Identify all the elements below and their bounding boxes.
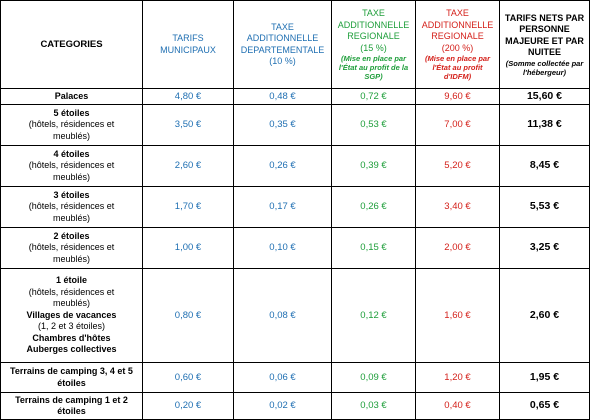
header-idfm-note: (Mise en place par l'État au profit d'IDFM)	[424, 54, 491, 81]
idfm-cell: 3,40 €	[416, 187, 500, 228]
municipal-cell: 1,00 €	[143, 228, 234, 269]
table-body	[1, 89, 590, 420]
category-line: (1, 2 et 3 étoiles)	[37, 321, 106, 332]
sgp-cell: 0,72 €	[332, 89, 416, 105]
category-line: meublés)	[52, 298, 90, 309]
total-cell: 1,95 €	[500, 363, 590, 393]
total-cell: 11,38 €	[500, 105, 590, 146]
municipal-cell: 1,70 €	[143, 187, 234, 228]
category-cell	[1, 363, 143, 393]
departemental-cell: 0,48 €	[234, 89, 332, 105]
departemental-cell: 0,06 €	[234, 363, 332, 393]
total-cell: 5,53 €	[500, 187, 590, 228]
table-row	[1, 363, 590, 393]
idfm-cell: 5,20 €	[416, 146, 500, 187]
sgp-cell: 0,03 €	[332, 393, 416, 420]
municipal-cell: 0,80 €	[143, 269, 234, 363]
total-cell: 3,25 €	[500, 228, 590, 269]
category-line: (hôtels, résidences et	[28, 160, 115, 171]
total-cell: 2,60 €	[500, 269, 590, 363]
category-line: meublés)	[52, 171, 90, 182]
category-line: (hôtels, résidences et	[28, 286, 115, 297]
idfm-cell: 7,00 €	[416, 105, 500, 146]
municipal-cell: 2,60 €	[143, 146, 234, 187]
category-line: étoiles	[57, 377, 86, 388]
category-line: meublés)	[52, 130, 90, 141]
category-line: Palaces	[54, 90, 89, 101]
category-line: 1 étoile	[55, 275, 87, 286]
category-cell	[1, 269, 143, 363]
header-municipal: TARIFS MUNICIPAUX	[143, 1, 234, 89]
category-cell	[1, 89, 143, 105]
total-cell: 15,60 €	[500, 89, 590, 105]
table-row	[1, 89, 590, 105]
municipal-cell: 0,60 €	[143, 363, 234, 393]
departemental-cell: 0,35 €	[234, 105, 332, 146]
departemental-cell: 0,08 €	[234, 269, 332, 363]
sgp-cell: 0,15 €	[332, 228, 416, 269]
municipal-cell: 3,50 €	[143, 105, 234, 146]
category-line: 2 étoiles	[53, 230, 90, 241]
header-row	[1, 1, 590, 89]
category-line: 3 étoiles	[53, 189, 90, 200]
idfm-cell: 0,40 €	[416, 393, 500, 420]
departemental-cell: 0,10 €	[234, 228, 332, 269]
header-sgp-note: (Mise en place par l'État au profit de la SGP)	[338, 54, 409, 81]
sgp-cell: 0,26 €	[332, 187, 416, 228]
idfm-cell: 9,60 €	[416, 89, 500, 105]
category-cell	[1, 105, 143, 146]
municipal-cell: 0,20 €	[143, 393, 234, 420]
municipal-cell: 4,80 €	[143, 89, 234, 105]
category-line: Terrains de camping 1 et 2	[15, 394, 128, 405]
header-total: TARIFS NETS PAR PERSONNE MAJEURE ET PAR NUITEE (Somme collectée par l'hébergeur)	[500, 1, 590, 89]
departemental-cell: 0,26 €	[234, 146, 332, 187]
header-total-note: (Somme collectée par l'hébergeur)	[505, 58, 584, 77]
table-row	[1, 269, 590, 363]
header-regionale-idfm: TAXE ADDITIONNELLE REGIONALE (200 %) (Mise en place par l'État au profit d'IDFM)	[416, 1, 500, 89]
category-cell	[1, 393, 143, 420]
sgp-cell: 0,39 €	[332, 146, 416, 187]
category-line: Terrains de camping 3, 4 et 5	[10, 366, 133, 376]
table-row	[1, 393, 590, 420]
table-row	[1, 105, 590, 146]
category-line: meublés)	[52, 253, 90, 264]
category-cell	[1, 146, 143, 187]
category-cell	[1, 187, 143, 228]
category-line: 4 étoiles	[53, 148, 90, 159]
sgp-cell: 0,09 €	[332, 363, 416, 393]
idfm-cell: 2,00 €	[416, 228, 500, 269]
header-regionale-sgp: TAXE ADDITIONNELLE REGIONALE (15 %) (Mise en place par l'État au profit de la SGP)	[332, 1, 416, 89]
category-line: étoiles	[57, 406, 86, 416]
table-row	[1, 146, 590, 187]
idfm-cell: 1,60 €	[416, 269, 500, 363]
category-line: meublés)	[52, 212, 90, 223]
header-categories: CATEGORIES	[1, 1, 143, 89]
category-line: Auberges collectives	[26, 344, 117, 355]
category-line: (hôtels, résidences et	[28, 119, 115, 130]
category-line: (hôtels, résidences et	[28, 242, 115, 253]
category-line: Chambres d'hôtes	[32, 332, 111, 343]
category-cell	[1, 228, 143, 269]
header-departemental: TAXE ADDITIONNELLE DEPARTEMENTALE (10 %)	[234, 1, 332, 89]
category-line: (hôtels, résidences et	[28, 201, 115, 212]
departemental-cell: 0,17 €	[234, 187, 332, 228]
departemental-cell: 0,02 €	[234, 393, 332, 420]
sgp-cell: 0,12 €	[332, 269, 416, 363]
total-cell: 0,65 €	[500, 393, 590, 420]
idfm-cell: 1,20 €	[416, 363, 500, 393]
sgp-cell: 0,53 €	[332, 105, 416, 146]
table-row	[1, 187, 590, 228]
category-line: Villages de vacances	[26, 309, 117, 320]
category-line: 5 étoiles	[53, 107, 90, 118]
total-cell: 8,45 €	[500, 146, 590, 187]
table-row	[1, 228, 590, 269]
